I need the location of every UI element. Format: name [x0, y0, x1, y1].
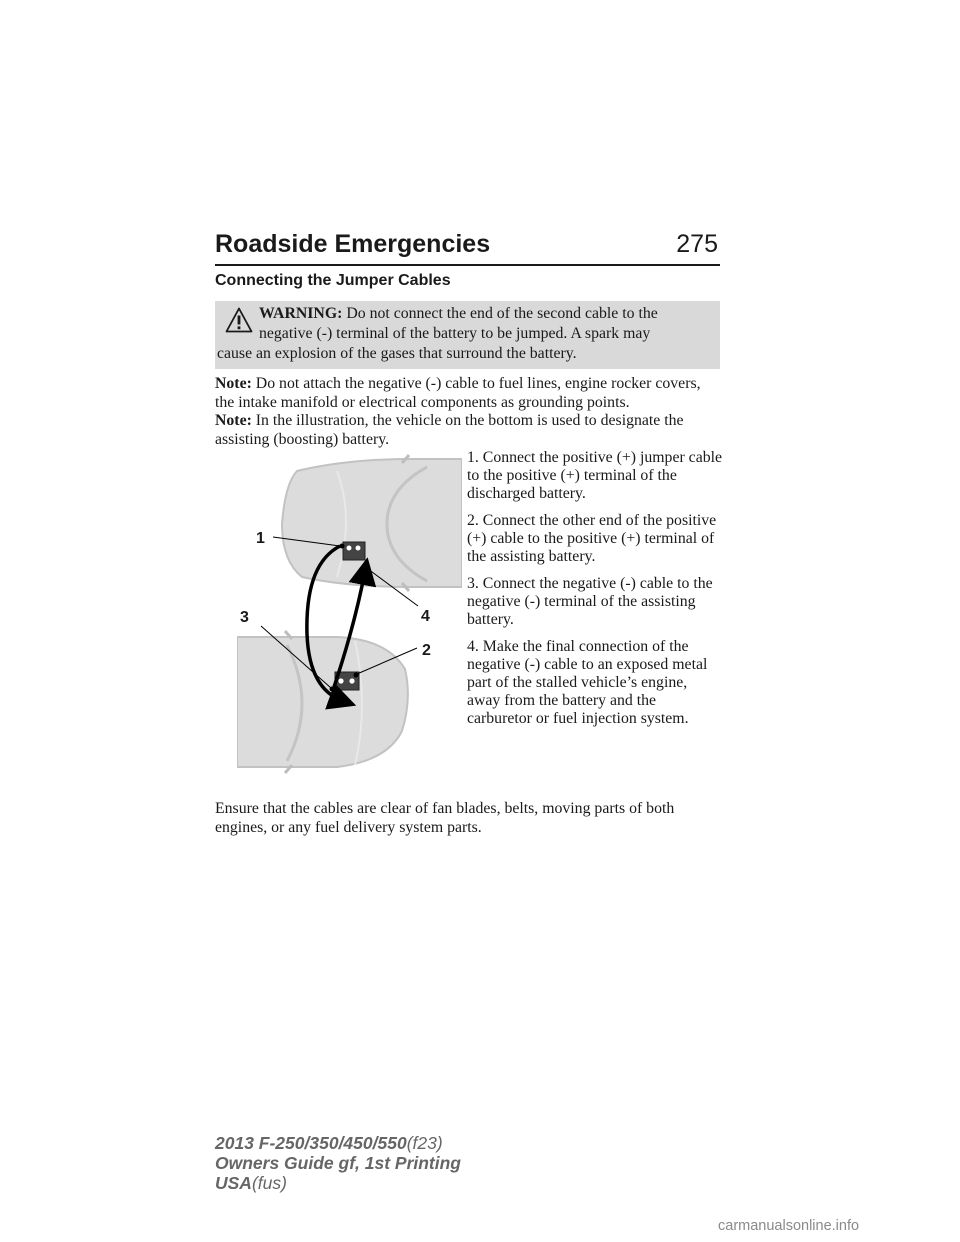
- step-item: 1. Connect the positive (+) jumper cable to the positive (+) terminal of the discharged battery.: [467, 449, 723, 502]
- warning-box: [215, 301, 720, 369]
- note-label: Note:: [215, 412, 252, 429]
- footer-model: 2013 F-250/350/450/550: [215, 1133, 407, 1153]
- closing-paragraph: Ensure that the cables are clear of fan blades, belts, moving parts of both engines, or any fuel delivery system parts.: [215, 800, 675, 836]
- page-number: 275: [676, 230, 718, 258]
- warning-icon: [225, 307, 253, 333]
- warning-body: Do not connect the end of the second cable to the negative (-) terminal of the battery to be jumped. A spark may: [259, 305, 658, 342]
- step-item: 4. Make the final connection of the negative (-) cable to an exposed metal part of the stalled vehicle’s engine, away from the battery and the carburetor or fuel injection system.: [467, 638, 708, 727]
- jumper-cable-illustration: [237, 449, 462, 779]
- watermark: carmanualsonline.info: [718, 1218, 860, 1234]
- footer-market: USA: [215, 1173, 252, 1193]
- callout-1: 1: [256, 530, 265, 547]
- note-label: Note:: [215, 375, 252, 392]
- warning-label: WARNING:: [259, 305, 343, 322]
- assisting-vehicle: [237, 631, 408, 773]
- page-header: [215, 226, 720, 262]
- callout-4: 4: [421, 608, 430, 625]
- footer-model-code: (f23): [406, 1133, 443, 1153]
- note-text: In the illustration, the vehicle on the bottom is used to designate the assisting (boosting) battery.: [215, 412, 684, 448]
- discharged-battery: [343, 542, 365, 560]
- note-illustration: [215, 412, 720, 449]
- warning-text-continued: cause an explosion of the gases that surround the battery.: [217, 345, 577, 362]
- note-text: Do not attach the negative (-) cable to fuel lines, engine rocker covers, the intake manifold or electrical components as grounding points.: [215, 375, 701, 411]
- header-divider: [215, 264, 720, 266]
- footer-line-market: [215, 1173, 461, 1193]
- steps-list: [467, 449, 722, 737]
- footer-line-model: [215, 1133, 461, 1153]
- footer-market-code: (fus): [251, 1173, 287, 1193]
- page-footer: [215, 1133, 461, 1193]
- stalled-vehicle: [282, 455, 462, 591]
- subheading: Connecting the Jumper Cables: [215, 272, 451, 289]
- warning-text: [259, 304, 714, 344]
- step-item: 2. Connect the other end of the positive (+) cable to the positive (+) terminal of the assisting battery.: [467, 512, 717, 565]
- footer-line-guide: Owners Guide gf, 1st Printing: [215, 1153, 461, 1173]
- callout-2: 2: [422, 642, 431, 659]
- note-grounding: [215, 375, 720, 412]
- callout-3: 3: [240, 609, 249, 626]
- step-item: 3. Connect the negative (-) cable to the negative (-) terminal of the assisting battery.: [467, 575, 713, 628]
- section-title: Roadside Emergencies: [215, 230, 491, 258]
